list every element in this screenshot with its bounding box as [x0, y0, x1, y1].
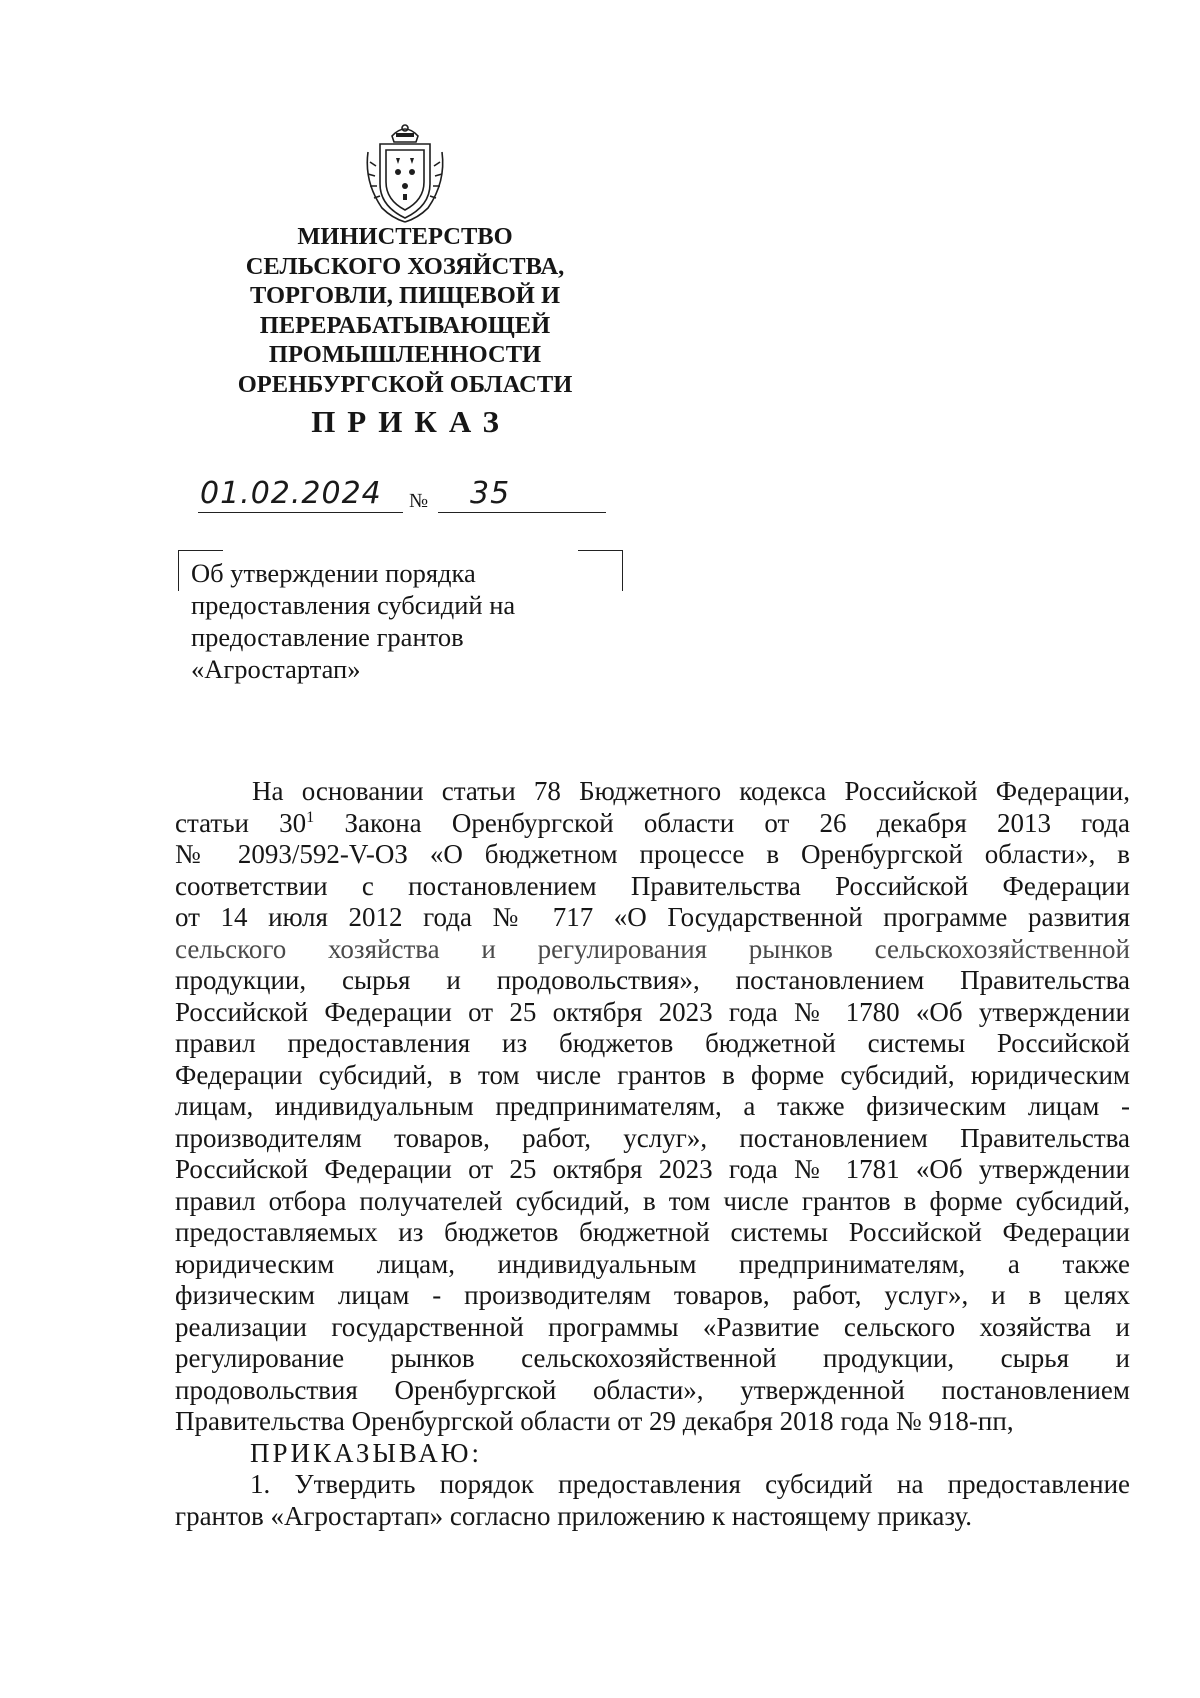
ministry-line: СЕЛЬСКОГО ХОЗЯЙСТВА,: [245, 252, 565, 280]
body-line: Российской Федерации от 25 октября 2023 года № 1780 «Об утверждении: [175, 996, 1130, 1027]
body-line: предоставляемых из бюджетов бюджетной системы Российской Федерации: [175, 1217, 1130, 1247]
body-line: регулирование рынков сельскохозяйственной продукции, сырья и: [175, 1343, 1130, 1373]
body-line: Российской Федерации от 25 октября 2023 года № 1781 «Об утверждении: [175, 1154, 1130, 1184]
date-underline: [198, 512, 403, 513]
body-line: [175, 808, 1130, 840]
subject-line: «Агростартап»: [191, 654, 361, 684]
number-sign: №: [409, 490, 429, 512]
order-command: ПРИКАЗЫВАЮ:: [250, 1437, 482, 1468]
body-line: физическим лицам - производителям товаров, работ, услуг», и в целях: [175, 1280, 1130, 1310]
ministry-line: ОРЕНБУРГСКОЙ ОБЛАСТИ: [237, 370, 573, 398]
coat-of-arms-emblem: [362, 122, 448, 226]
ministry-name: [220, 222, 590, 399]
superscript-index: 1: [306, 807, 315, 826]
ministry-line: ТОРГОВЛИ, ПИЩЕВОЙ И: [249, 282, 561, 309]
body-line-part: статьи 30: [175, 807, 307, 838]
document-type-title: ПРИКАЗ: [311, 404, 511, 439]
body-line: соответствии с постановлением Правительства Российской Федерации: [175, 870, 1130, 901]
order-item-line: грантов «Агростартап» согласно приложению к настоящему приказу.: [175, 1500, 973, 1531]
order-item-line: 1. Утвердить порядок предоставления субсидий на предоставление: [250, 1469, 1130, 1499]
ministry-line: МИНИСТЕРСТВО: [297, 223, 513, 250]
body-line: от 14 июля 2012 года № 717 «О Государственной программе развития: [175, 902, 1130, 932]
order-subject: [191, 557, 591, 685]
body-line: юридическим лицам, индивидуальным предпринимателям, а также: [175, 1248, 1130, 1279]
body-line: реализации государственной программы «Развитие сельского хозяйства и: [175, 1311, 1130, 1342]
body-line: продукции, сырья и продовольствия», постановлением Правительства: [175, 965, 1130, 995]
handwritten-date: 01.02.2024: [200, 476, 382, 511]
body-line-part: Закона Оренбургской области от 26 декабря 2013 года: [314, 807, 1130, 838]
subject-line: предоставление грантов: [191, 622, 464, 652]
handwritten-number: 35: [470, 476, 511, 511]
body-line: сельского хозяйства и регулирования рынков сельскохозяйственной: [175, 933, 1130, 964]
body-line: лицам, индивидуальным предпринимателям, а также физическим лицам -: [175, 1091, 1130, 1121]
body-line: Правительства Оренбургской области от 29 декабря 2018 года № 918-пп,: [175, 1406, 1014, 1436]
ministry-line: ПЕРЕРАБАТЫВАЮЩЕЙ: [259, 311, 551, 339]
body-line: На основании статьи 78 Бюджетного кодекса Российской Федерации,: [252, 776, 1130, 806]
body-line: № 2093/592-V-ОЗ «О бюджетном процессе в Оренбургской области», в: [175, 839, 1130, 869]
ministry-line: ПРОМЫШЛЕННОСТИ: [268, 341, 542, 368]
body-line: продовольствия Оренбургской области», утвержденной постановлением: [175, 1374, 1130, 1405]
body-line: правил отбора получателей субсидий, в том числе грантов в форме субсидий,: [175, 1185, 1130, 1216]
body-line: Федерации субсидий, в том числе грантов в форме субсидий, юридическим: [175, 1059, 1130, 1090]
order-body: [175, 776, 1130, 1532]
subject-line: предоставления субсидий на: [191, 590, 516, 620]
subject-line: Об утверждении порядка: [191, 558, 476, 588]
body-line: правил предоставления из бюджетов бюджетной системы Российской: [175, 1028, 1130, 1058]
number-underline: [438, 512, 606, 513]
body-line: производителям товаров, работ, услуг», постановлением Правительства: [175, 1122, 1130, 1153]
